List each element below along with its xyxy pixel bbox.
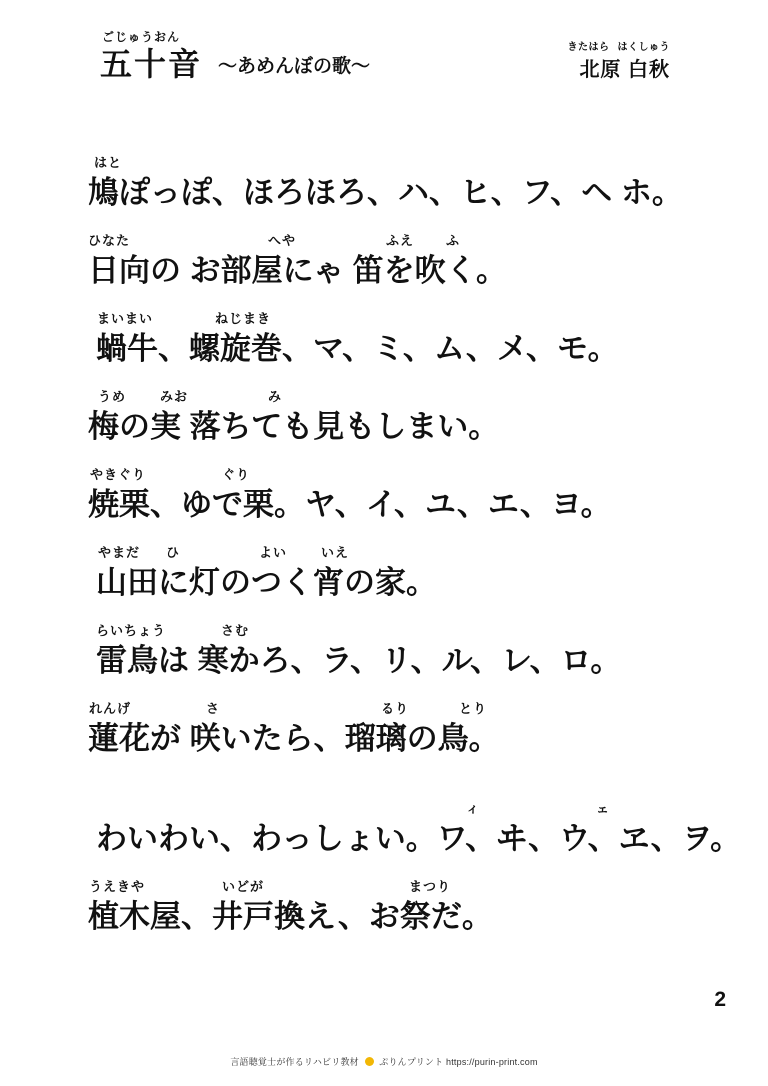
- poem-line-text: 山田に灯のつく宵の家。: [96, 564, 437, 600]
- poem-line: [0, 864, 768, 942]
- ruby-annotation: み: [268, 389, 283, 404]
- author-block: [567, 42, 670, 82]
- page-number: 2: [714, 988, 726, 1011]
- ruby-annotation: うめ: [98, 389, 127, 404]
- author-ruby-given: はくしゅう: [617, 42, 670, 53]
- ruby-annotation: ふ: [446, 233, 461, 248]
- author-name-text: 北原 白秋: [579, 59, 670, 81]
- poem-line-text: わいわい、わっしょい。ワ、ヰ、ウ、ヱ、ヲ。: [96, 820, 742, 856]
- ruby-annotation: ィ: [466, 801, 481, 816]
- poem-body: [0, 140, 768, 942]
- author-name: [567, 42, 670, 82]
- ruby-annotation: ひ: [166, 545, 181, 560]
- ruby-annotation: やきぐり: [90, 467, 147, 482]
- document-header: [0, 30, 768, 108]
- ruby-annotation: いどが: [222, 879, 265, 894]
- footer-tagline: 言語聴覚士が作るリハビリ教材: [230, 1057, 359, 1067]
- poem-line-text: 日向の お部屋にゃ 笛を吹く。: [88, 252, 507, 288]
- poem-line-text: 植木屋、井戸換え、お祭だ。: [88, 898, 493, 934]
- poem-line: [0, 530, 768, 608]
- poem-line: [0, 296, 768, 374]
- ruby-annotation: らいちょう: [96, 623, 167, 638]
- footer: [0, 1055, 768, 1068]
- author-ruby: [560, 43, 671, 53]
- poem-line-text: 蝸牛、螺旋巻、マ、ミ、ム、メ、モ。: [96, 330, 619, 366]
- poem-line: [0, 218, 768, 296]
- ruby-annotation: さむ: [221, 623, 250, 638]
- ruby-annotation: はと: [94, 155, 123, 170]
- poem-line-text: 鳩ぽっぽ、ほろほろ、ハ、ヒ、フ、ヘ ホ。: [88, 174, 683, 210]
- poem-line: [0, 686, 768, 764]
- ruby-annotation: よい: [259, 545, 288, 560]
- ruby-annotation: れんげ: [89, 701, 132, 716]
- poem-line-text: 蓮花が 咲いたら、瑠璃の鳥。: [88, 720, 500, 756]
- poem-line: [0, 452, 768, 530]
- brand-dot-icon: [365, 1057, 374, 1066]
- poem-line-text: 雷鳥は 寒かろ、ラ、リ、ル、レ、ロ。: [96, 642, 622, 678]
- footer-brand: ぷりんプリント: [379, 1057, 444, 1067]
- ruby-annotation: ふえ: [386, 233, 415, 248]
- poem-line: [0, 140, 768, 218]
- ruby-annotation: ェ: [596, 801, 611, 816]
- ruby-annotation: へや: [268, 233, 297, 248]
- ruby-annotation: まつり: [409, 879, 452, 894]
- footer-url: https://purin-print.com: [446, 1057, 538, 1067]
- ruby-annotation: みお: [160, 389, 189, 404]
- poem-line: [0, 786, 768, 864]
- ruby-annotation: まいまい: [97, 311, 154, 326]
- ruby-annotation: うえきや: [89, 879, 146, 894]
- line-spacer: [0, 764, 768, 786]
- poem-line: [0, 374, 768, 452]
- ruby-annotation: とり: [459, 701, 488, 716]
- ruby-annotation: さ: [206, 701, 221, 716]
- title-ruby: ごじゅうおん: [102, 30, 181, 44]
- ruby-annotation: やまだ: [98, 545, 141, 560]
- title-main-text: 五十音: [100, 46, 203, 82]
- poem-line-text: 梅の実 落ちても見もしまい。: [88, 408, 500, 444]
- page-title: [100, 30, 203, 82]
- ruby-annotation: ねじまき: [215, 311, 272, 326]
- poem-line-text: 焼栗、ゆで栗。ヤ、イ、ユ、エ、ヨ。: [88, 486, 612, 522]
- subtitle: 〜あめんぼの歌〜: [218, 56, 371, 77]
- ruby-annotation: ひなた: [88, 233, 131, 248]
- title-block: [100, 30, 371, 82]
- author-ruby-surname: きたはら: [567, 42, 610, 53]
- poem-line: [0, 608, 768, 686]
- ruby-annotation: るり: [381, 701, 410, 716]
- ruby-annotation: ぐり: [222, 467, 251, 482]
- ruby-annotation: いえ: [321, 545, 350, 560]
